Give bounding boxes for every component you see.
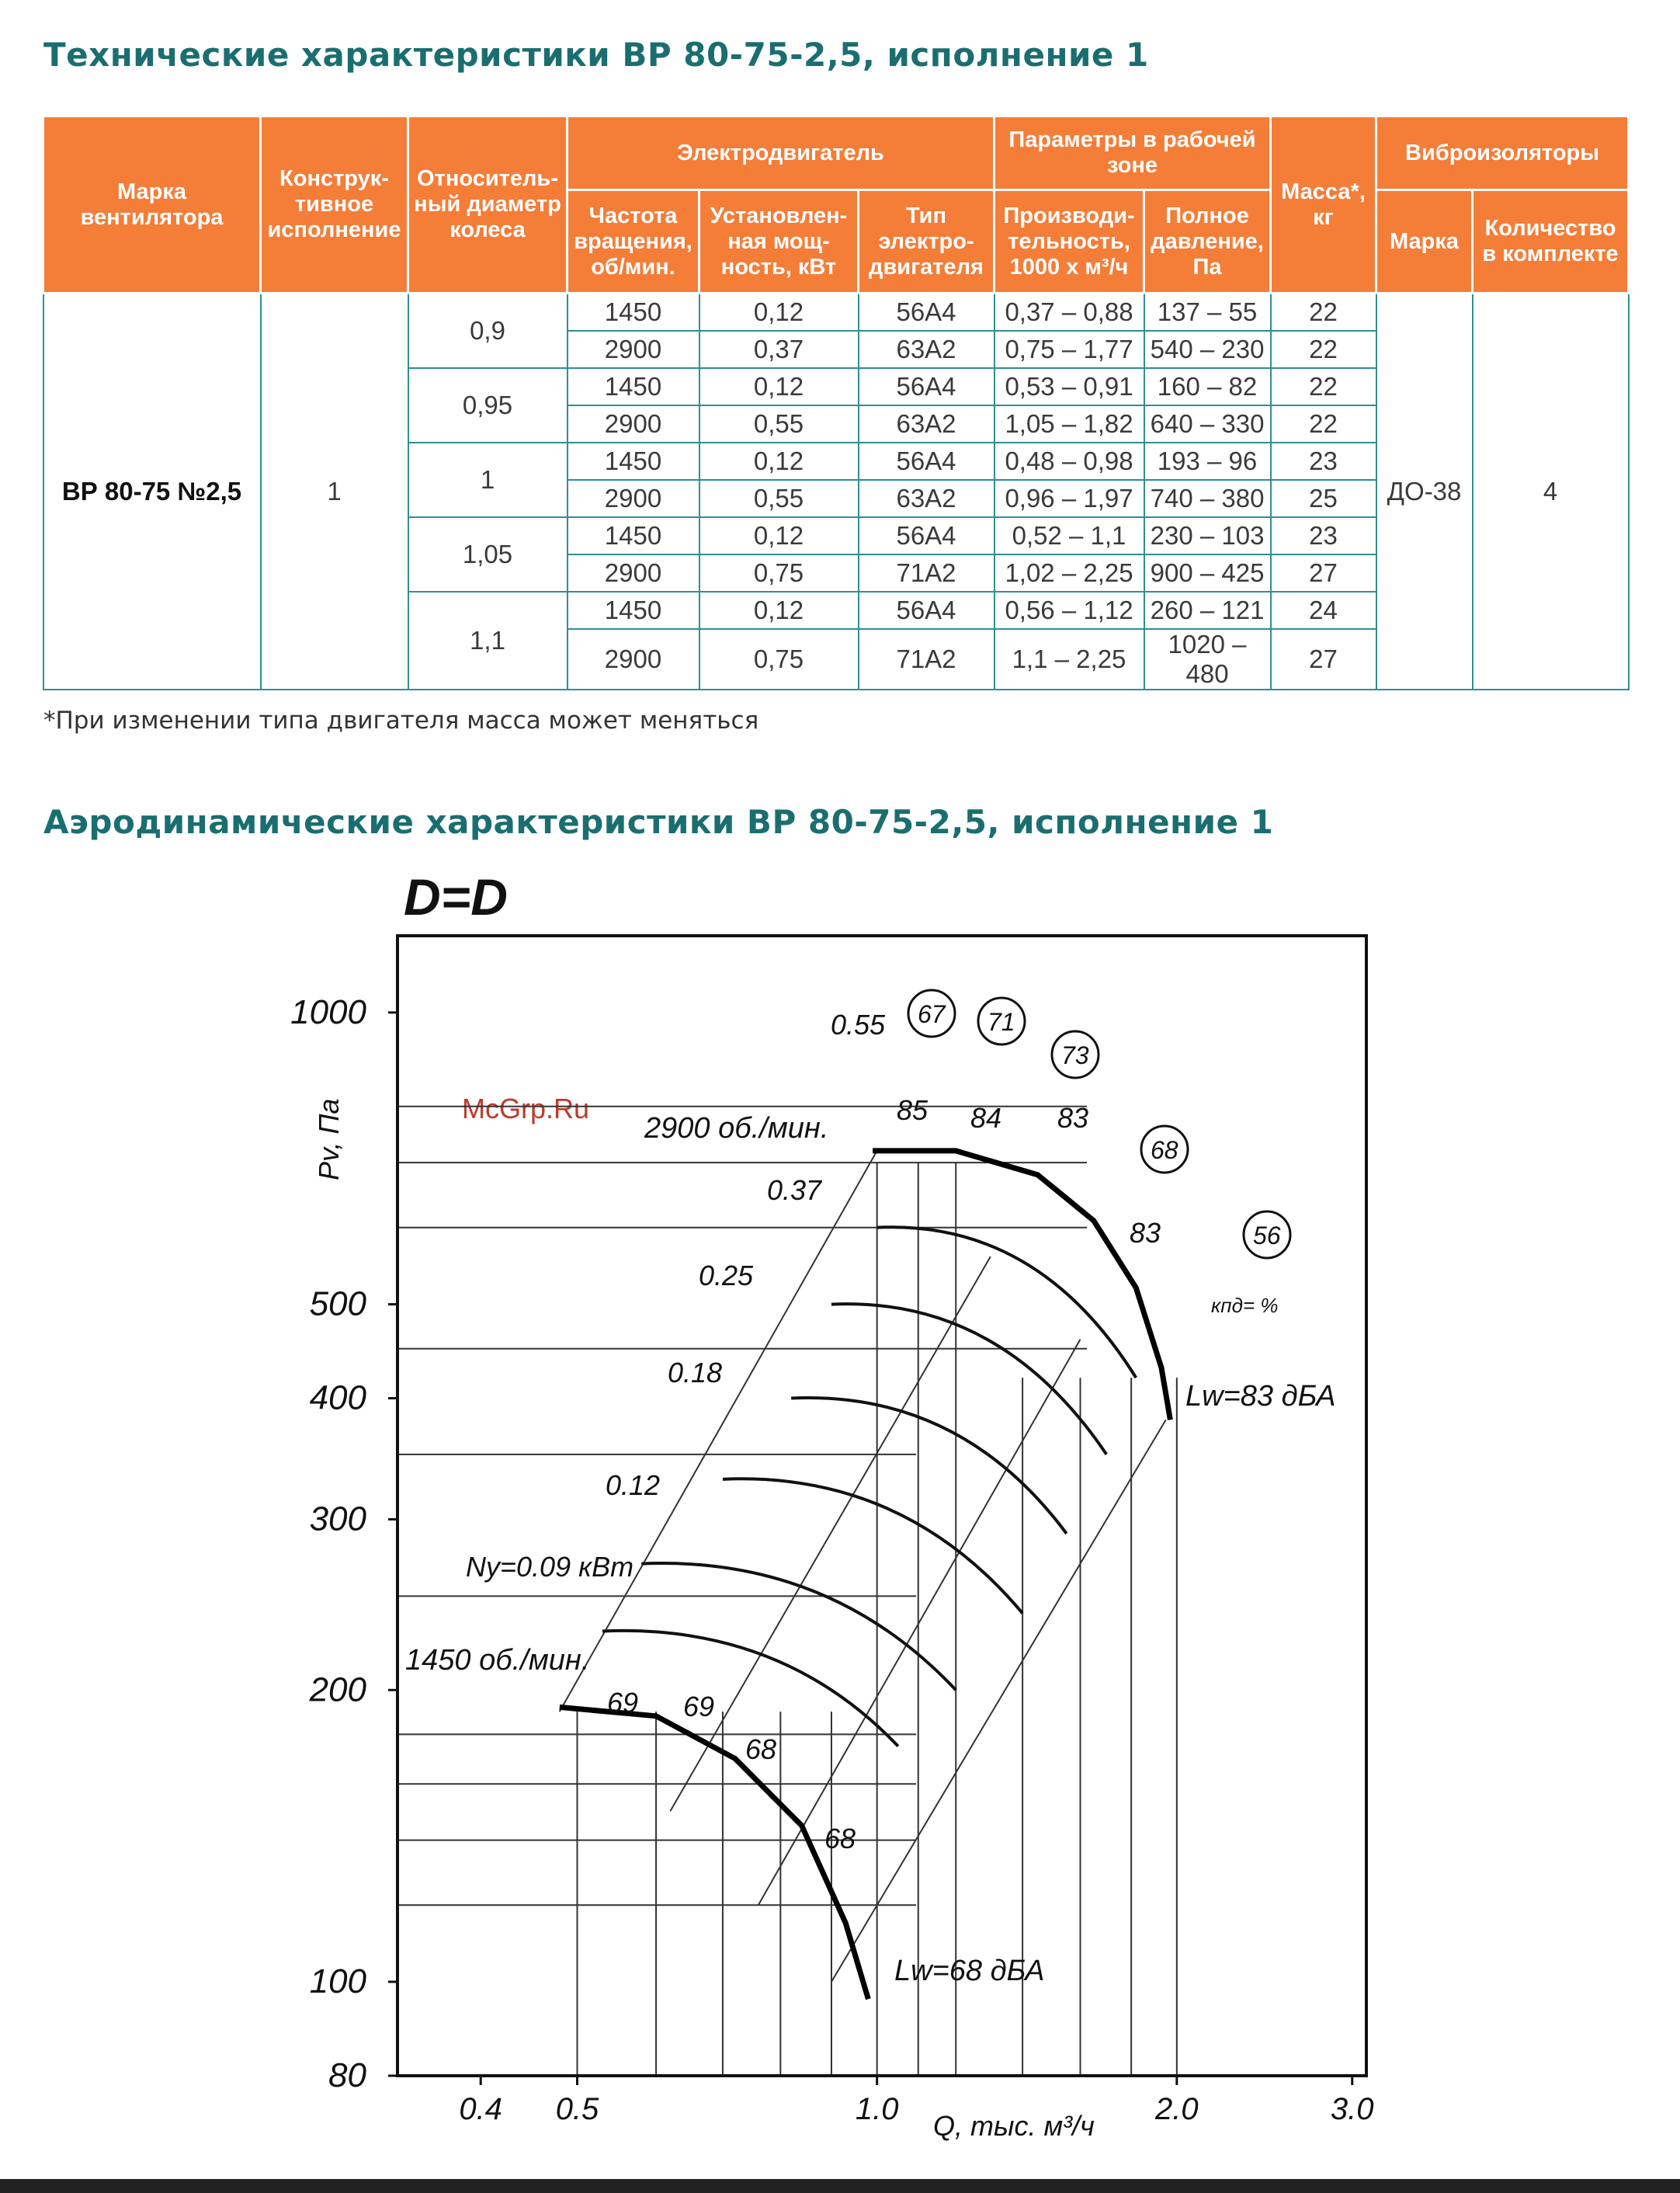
header-vibro-qty: Количество в комплекте xyxy=(1473,190,1629,294)
noise-label-bottom: 68 xyxy=(824,1823,856,1854)
efficiency-label: 71 xyxy=(988,1008,1015,1036)
y-axis-label: Pv, Па xyxy=(313,1098,345,1180)
cell-power: 0,12 xyxy=(699,443,859,480)
power-curve xyxy=(723,1479,1022,1613)
power-label: 0.55 xyxy=(831,1009,886,1041)
chart-labels xyxy=(405,990,1335,1987)
cell-mass: 23 xyxy=(1271,517,1376,554)
cell-p: 230 – 103 xyxy=(1144,517,1271,554)
header-konstr: Конструк-тивное исполнение xyxy=(261,116,408,294)
cell-q: 0,52 – 1,1 xyxy=(994,517,1144,554)
cell-motor: 63А2 xyxy=(859,405,994,443)
cell-power: 0,75 xyxy=(699,629,859,690)
y-tick-label: 200 xyxy=(309,1670,366,1709)
x-tick-label: 0.5 xyxy=(555,2092,599,2126)
power-label: 0.18 xyxy=(668,1357,723,1388)
cell-mass: 22 xyxy=(1271,331,1376,368)
cell-mass: 22 xyxy=(1271,294,1376,332)
chart-title: D=D xyxy=(404,868,508,926)
table-row xyxy=(43,294,1629,332)
noise-label-top: 83 xyxy=(1057,1102,1089,1134)
header-freq: Частота вращения, об/мин. xyxy=(568,190,699,294)
header-power: Установлен-ная мощ-ность, кВт xyxy=(699,190,859,294)
cell-q: 0,75 – 1,77 xyxy=(994,331,1144,368)
noise-high-label: Lw=83 дБА xyxy=(1185,1380,1336,1413)
cell-mass: 23 xyxy=(1271,443,1376,480)
vibro-qty-cell: 4 xyxy=(1473,294,1629,690)
diameter-cell: 1 xyxy=(408,443,568,517)
cell-rpm: 1450 xyxy=(568,592,699,629)
header-marka: Марка вентилятора xyxy=(43,116,261,294)
zone-line xyxy=(758,1340,1081,1905)
cell-motor: 63А2 xyxy=(859,331,994,368)
cell-p: 900 – 425 xyxy=(1144,554,1271,592)
zone-line xyxy=(670,1256,990,1811)
cell-q: 0,53 – 0,91 xyxy=(994,368,1144,405)
cell-motor: 71А2 xyxy=(859,629,994,690)
chart-overlay xyxy=(560,1151,1166,1982)
vibro-mark-cell: ДО-38 xyxy=(1376,294,1473,690)
cell-q: 1,05 – 1,82 xyxy=(994,405,1144,443)
page-bottom-rule xyxy=(0,2179,1680,2193)
efficiency-label: 67 xyxy=(918,1000,946,1028)
power-curve xyxy=(791,1398,1067,1534)
cell-power: 0,12 xyxy=(699,592,859,629)
efficiency-label: 56 xyxy=(1253,1222,1281,1249)
noise-label-top: 83 xyxy=(1130,1217,1161,1249)
cell-p: 260 – 121 xyxy=(1144,592,1271,629)
header-mass: Масса*, кг xyxy=(1271,116,1376,294)
header-vibro-mark: Марка xyxy=(1376,190,1473,294)
noise-label-top: 84 xyxy=(970,1102,1002,1134)
header-vibro: Виброизоляторы xyxy=(1376,116,1629,190)
power-curve xyxy=(877,1227,1137,1378)
x-tick-label: 0.4 xyxy=(459,2092,502,2126)
cell-q: 0,96 – 1,97 xyxy=(994,480,1144,517)
cell-power: 0,37 xyxy=(699,331,859,368)
header-capacity: Производи-тельность, 1000 х м³/ч xyxy=(994,190,1144,294)
cell-mass: 27 xyxy=(1271,629,1376,690)
diameter-cell: 0,95 xyxy=(408,368,568,443)
series-0-curve xyxy=(873,1151,1170,1420)
watermark: McGrp.Ru xyxy=(462,1093,590,1124)
cell-p: 540 – 230 xyxy=(1144,331,1271,368)
cell-motor: 56А4 xyxy=(859,368,994,405)
specs-title: Технические характеристики ВР 80-75-2,5, исполнение 1 xyxy=(43,36,1149,74)
cell-rpm: 1450 xyxy=(568,368,699,405)
cell-p: 1020 – 480 xyxy=(1144,629,1271,690)
noise-label-bottom: 69 xyxy=(683,1691,715,1722)
chart-grid xyxy=(397,1107,1177,2076)
power-label: 0.12 xyxy=(606,1469,661,1501)
header-workzone: Параметры в рабочей зоне xyxy=(994,116,1271,190)
cell-mass: 22 xyxy=(1271,368,1376,405)
y-tick-label: 1000 xyxy=(290,992,366,1031)
cell-rpm: 2900 xyxy=(568,405,699,443)
header-pressure: Полное давление, Па xyxy=(1144,190,1271,294)
cell-motor: 71А2 xyxy=(859,554,994,592)
specs-table xyxy=(42,115,1630,690)
cell-q: 0,37 – 0,88 xyxy=(994,294,1144,332)
power-label: 0.37 xyxy=(767,1174,822,1206)
cell-motor: 56А4 xyxy=(859,294,994,332)
cell-rpm: 1450 xyxy=(568,294,699,332)
cell-rpm: 1450 xyxy=(568,443,699,480)
cell-rpm: 2900 xyxy=(568,554,699,592)
cell-power: 0,12 xyxy=(699,294,859,332)
power-curve xyxy=(831,1304,1106,1454)
cell-p: 160 – 82 xyxy=(1144,368,1271,405)
x-tick-label: 1.0 xyxy=(855,2092,899,2126)
header-motor: Электродвигатель xyxy=(568,116,994,190)
cell-p: 640 – 330 xyxy=(1144,405,1271,443)
aero-title: Аэродинамические характеристики ВР 80-75-2,5, исполнение 1 xyxy=(43,803,1274,841)
cell-rpm: 2900 xyxy=(568,331,699,368)
cell-p: 193 – 96 xyxy=(1144,443,1271,480)
cell-mass: 24 xyxy=(1271,592,1376,629)
header-diameter: Относитель-ный диаметр колеса xyxy=(408,116,568,294)
noise-label-bottom: 69 xyxy=(607,1687,639,1719)
cell-p: 137 – 55 xyxy=(1144,294,1271,332)
cell-p: 740 – 380 xyxy=(1144,480,1271,517)
power-label: 0.25 xyxy=(699,1260,754,1291)
efficiency-label: 73 xyxy=(1061,1041,1089,1069)
cell-power: 0,12 xyxy=(699,517,859,554)
y-tick-label: 500 xyxy=(309,1284,366,1323)
cell-power: 0,55 xyxy=(699,480,859,517)
zone-line xyxy=(831,1420,1166,1982)
cell-motor: 56А4 xyxy=(859,592,994,629)
power-curve xyxy=(602,1631,898,1746)
diameter-cell: 1,05 xyxy=(408,517,568,592)
series-0-label: 2900 об./мин. xyxy=(644,1112,829,1145)
cell-power: 0,75 xyxy=(699,554,859,592)
efficiency-label: 68 xyxy=(1151,1136,1178,1164)
cell-motor: 56А4 xyxy=(859,517,994,554)
y-tick-label: 80 xyxy=(328,2056,366,2094)
power-label: Ny=0.09 кВт xyxy=(466,1551,634,1583)
cell-q: 1,02 – 2,25 xyxy=(994,554,1144,592)
chart-series xyxy=(560,1151,1171,1999)
footnote: *При изменении типа двигателя масса может меняться xyxy=(43,707,759,735)
cell-q: 0,56 – 1,12 xyxy=(994,592,1144,629)
cell-rpm: 2900 xyxy=(568,480,699,517)
cell-motor: 63А2 xyxy=(859,480,994,517)
series-1-label: 1450 об./мин. xyxy=(405,1644,590,1677)
y-tick-label: 300 xyxy=(309,1500,366,1538)
specs-body xyxy=(43,294,1629,690)
cell-q: 0,48 – 0,98 xyxy=(994,443,1144,480)
cell-power: 0,12 xyxy=(699,368,859,405)
model-cell: ВР 80-75 №2,5 xyxy=(43,294,261,690)
cell-rpm: 1450 xyxy=(568,517,699,554)
header-type: Тип электро-двигателя xyxy=(859,190,994,294)
series-1-curve xyxy=(560,1707,869,1999)
x-axis-label: Q, тыс. м³/ч xyxy=(933,2110,1095,2142)
cell-mass: 25 xyxy=(1271,480,1376,517)
noise-low-label: Lw=68 дБА xyxy=(894,1955,1045,1987)
aero-chart xyxy=(0,854,1680,2167)
zone-line xyxy=(560,1151,877,1712)
cell-mass: 27 xyxy=(1271,554,1376,592)
cell-rpm: 2900 xyxy=(568,629,699,690)
cell-power: 0,55 xyxy=(699,405,859,443)
x-tick-label: 3.0 xyxy=(1330,2092,1374,2126)
execution-cell: 1 xyxy=(261,294,408,690)
noise-label-top: 85 xyxy=(897,1094,929,1126)
cell-q: 1,1 – 2,25 xyxy=(994,629,1144,690)
y-tick-label: 100 xyxy=(309,1962,366,2001)
cell-mass: 22 xyxy=(1271,405,1376,443)
y-tick-label: 400 xyxy=(309,1378,366,1417)
cell-motor: 56А4 xyxy=(859,443,994,480)
diameter-cell: 0,9 xyxy=(408,294,568,369)
diameter-cell: 1,1 xyxy=(408,592,568,690)
noise-label-bottom: 68 xyxy=(745,1733,777,1765)
efficiency-unit: кпд= % xyxy=(1211,1294,1279,1317)
x-tick-label: 2.0 xyxy=(1155,2092,1199,2126)
